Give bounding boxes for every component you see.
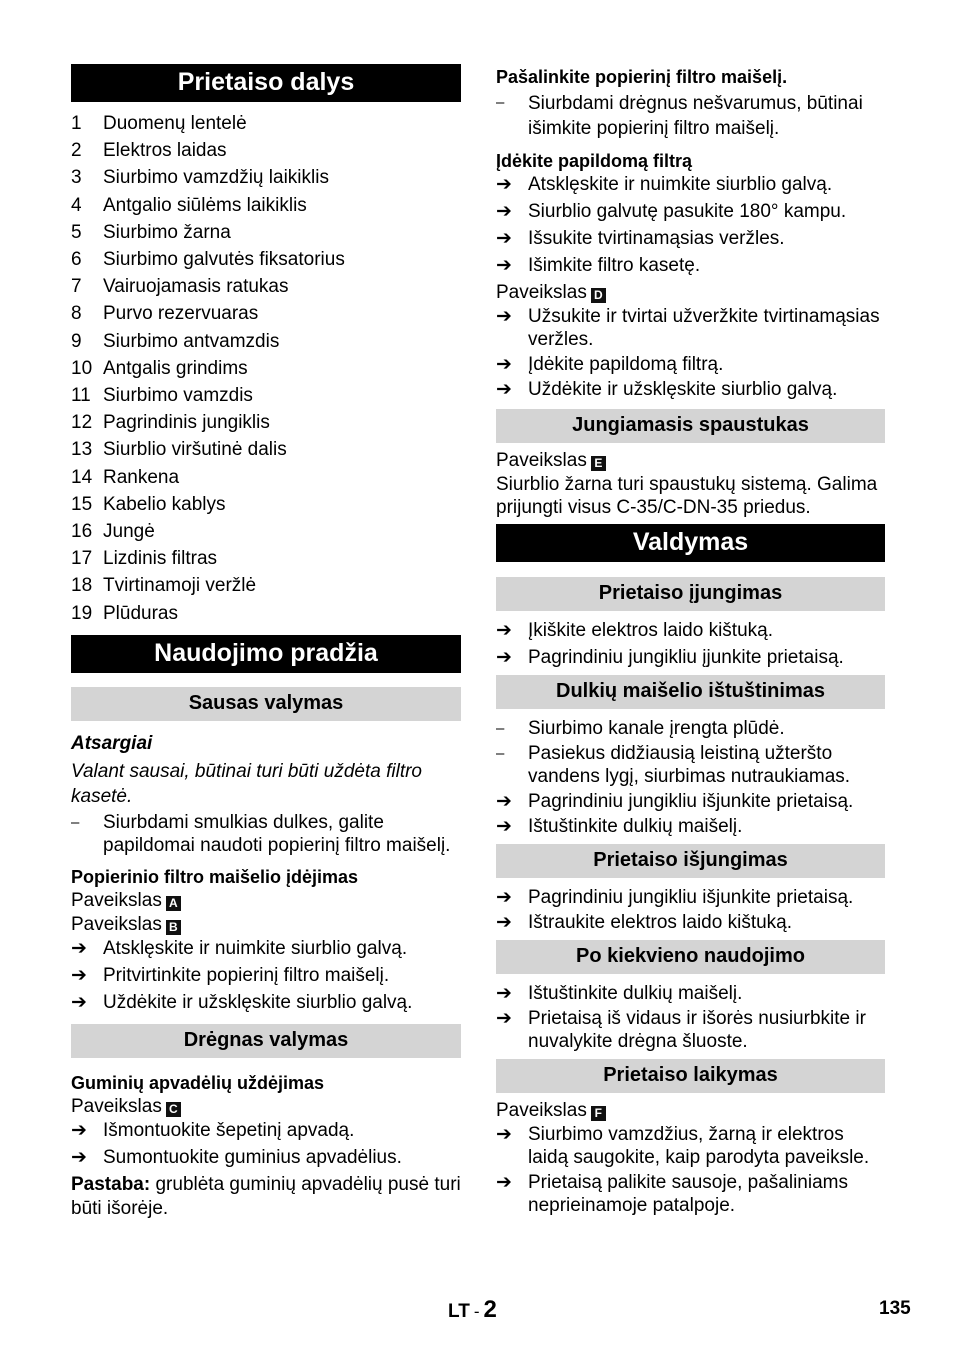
part-number: 2 [71,140,82,162]
part-number: 12 [71,412,93,434]
part-number: 17 [71,548,93,570]
part-name: Siurbimo vamzdžių laikiklis [103,167,329,189]
list-item-text: Įkiškite elektros laido kištuką. [528,620,773,641]
part-number: 11 [71,385,91,407]
dash-marker: – [496,94,505,111]
part-name: Siurbimo žarna [103,221,231,243]
footer-sep: - [473,1302,480,1321]
clamp-text: Siurblio žarna turi spaustukų sistemą. Galima prijungti visus C-35/C-DN-35 priedus. [496,474,878,518]
caution-label: Atsargiai [71,732,153,754]
parts-list-item [71,110,461,137]
list-item [496,254,885,277]
extra-filter-steps [496,173,885,277]
list-item-text: Užsukite ir tvirtai užveržkite tvirtinamąsias veržles. [528,306,880,350]
list-item [71,811,461,857]
parts-list-item [71,328,461,355]
list-item [496,227,885,250]
list-item [71,991,461,1014]
heading-dry-cleaning: Sausas valymas [71,687,461,721]
figure-badge: F [591,1106,606,1121]
list-item-text: Pagrindiniu jungikliu įjunkite prietaisą. [528,647,844,668]
list-item-text: Ištuštinkite dulkių maišelį. [528,983,743,1004]
list-item-text: Siurblio galvutę pasukite 180° kampu. [528,201,847,222]
list-item [496,886,885,909]
heading-clamp: Jungiamasis spaustukas [496,409,885,443]
storage-steps [496,1123,885,1217]
parts-list-item [71,464,461,491]
part-number: 16 [71,521,93,543]
arrow-icon: ➔ [496,647,512,668]
arrow-icon: ➔ [496,306,512,327]
part-number: 6 [71,249,82,271]
heading-start: Naudojimo pradžia [71,635,461,673]
list-item-text: Siurbdami smulkias dulkes, galite papildomai naudoti popierinį filtro maišelį. [103,811,451,856]
list-item-text: Atsklęskite ir nuimkite siurblio galvą. [103,937,408,959]
list-item [496,982,885,1005]
figure-badge: B [166,920,181,935]
dash-marker: – [496,720,505,737]
list-item [496,305,885,351]
figure-ref [496,449,885,473]
part-name: Antgalio siūlėms laikiklis [103,194,307,216]
part-name: Siurbimo antvamzdis [103,330,280,352]
arrow-icon: ➔ [496,620,512,641]
list-item-text: Prietaisą palikite sausoje, pašaliniams neprieinamoje patalpoje. [528,1172,848,1216]
list-item [71,1119,461,1142]
heading-switch-off: Prietaiso išjungimas [496,844,885,878]
caution-text: Valant sausai, būtinai turi būti uždėta filtro kasetė. [71,760,422,807]
arrow-icon: ➔ [71,1146,87,1168]
dash-marker: – [496,745,505,762]
heading-operation: Valdymas [496,524,885,562]
list-item-text: Įdėkite papildomą filtrą. [528,354,724,375]
arrow-icon: ➔ [496,912,512,933]
figure-badge: E [591,456,606,471]
part-name: Siurbimo vamzdis [103,385,253,407]
list-item-text: Pritvirtinkite popierinį filtro maišelį. [103,964,390,986]
arrow-icon: ➔ [71,1119,87,1141]
list-item [496,790,885,813]
part-name: Tvirtinamoji veržlė [103,575,257,597]
figure-label: Paveikslas [496,1100,587,1121]
part-name: Antgalis grindims [103,357,248,379]
parts-list-item [71,273,461,300]
list-item [496,1123,885,1169]
part-number: 14 [71,466,93,488]
part-number: 3 [71,167,82,189]
arrow-icon: ➔ [496,354,512,375]
figure-ref [71,889,461,913]
part-number: 4 [71,194,82,216]
list-item-text: Prietaisą iš vidaus ir išorės nusiurbkite ir nuvalykite drėgna šluoste. [528,1008,866,1052]
part-name: Rankena [103,466,180,488]
figure-label: Paveikslas [71,889,162,911]
figure-ref [496,281,885,305]
list-item [496,200,885,223]
list-item-text: Siurbimo vamzdžius, žarną ir elektros laidą saugokite, kaip parodyta paveiksle. [528,1124,870,1168]
part-number: 15 [71,493,93,515]
list-item [71,937,461,960]
part-name: Kabelio kablys [103,493,226,515]
parts-list-item [71,491,461,518]
heading-remove-bag: Pašalinkite popierinį filtro maišelį. [496,67,788,87]
list-item-text: Uždėkite ir užsklęskite siurblio galvą. [103,991,413,1013]
figure-label: Paveikslas [496,450,587,471]
list-item [496,173,885,196]
part-number: 9 [71,330,82,352]
part-number: 19 [71,602,93,624]
list-item-text: Pagrindiniu jungikliu išjunkite prietaisą. [528,887,854,908]
list-item [496,742,885,788]
heading-extra-filter: Įdėkite papildomą filtrą [496,151,693,171]
note [71,1173,461,1221]
parts-list-item [71,219,461,246]
list-item-text: Pasiekus didžiausią leistiną užteršto vandens lygį, siurbimas nutraukiamas. [528,743,851,787]
parts-list-item [71,518,461,545]
parts-list-item [71,246,461,273]
part-number: 7 [71,276,82,298]
figure-badge: D [591,288,606,303]
part-number: 13 [71,439,93,461]
parts-list-item [71,137,461,164]
empty-steps [496,790,885,838]
heading-empty-bag: Dulkių maišelio ištuštinimas [496,675,885,709]
arrow-icon: ➔ [71,937,87,959]
list-item [496,91,885,141]
dash-marker: – [71,813,80,831]
left-column [71,64,461,1221]
part-number: 5 [71,221,82,243]
arrow-icon: ➔ [496,174,512,195]
empty-dash-list [496,717,885,788]
part-name: Siurblio viršutinė dalis [103,439,287,461]
parts-list-item [71,164,461,191]
heading-wet-cleaning: Drėgnas valymas [71,1024,461,1058]
list-item-text: Išimkite filtro kasetę. [528,255,701,276]
parts-list-item [71,545,461,572]
parts-list-item [71,355,461,382]
parts-list-item [71,600,461,627]
part-name: Vairuojamasis ratukas [103,276,289,298]
figure-label: Paveikslas [496,282,587,303]
list-item-text: Pagrindiniu jungikliu išjunkite prietaisą. [528,791,854,812]
arrow-icon: ➔ [496,1008,512,1029]
arrow-icon: ➔ [496,228,512,249]
parts-list-item [71,409,461,436]
part-name: Siurbimo galvutės fiksatorius [103,249,345,271]
figure-ref [71,1095,461,1119]
parts-list-item [71,572,461,599]
figure-ref [496,1099,885,1123]
arrow-icon: ➔ [496,255,512,276]
arrow-icon: ➔ [496,816,512,837]
heading-storage: Prietaiso laikymas [496,1059,885,1093]
paper-bag-steps [71,937,461,1014]
list-item-text: Siurbdami drėgnus nešvarumus, būtinai išimkite popierinį filtro maišelį. [528,93,863,139]
list-item [496,1171,885,1217]
part-name: Lizdinis filtras [103,548,218,570]
arrow-icon: ➔ [71,964,87,986]
part-name: Elektros laidas [103,140,227,162]
parts-list-item [71,192,461,219]
list-item-text: Ištraukite elektros laido kištuką. [528,912,793,933]
list-item-text: Išsukite tvirtinamąsias veržles. [528,228,785,249]
figure-label: Paveikslas [71,1095,162,1117]
list-item-text: Siurbimo kanale įrengta plūdė. [528,718,785,739]
list-item [496,378,885,401]
list-item [496,1007,885,1053]
part-number: 10 [71,357,93,379]
figure-ref [71,913,461,937]
arrow-icon: ➔ [496,983,512,1004]
arrow-icon: ➔ [496,1124,512,1145]
heading-after-use: Po kiekvieno naudojimo [496,940,885,974]
list-item [496,619,885,642]
extra-filter-steps-2 [496,305,885,401]
part-name: Plūduras [103,602,178,624]
list-item-text: Ištuštinkite dulkių maišelį. [528,816,743,837]
list-item [496,353,885,376]
list-item [496,911,885,934]
heading-paper-bag: Popierinio filtro maišelio įdėjimas [71,866,359,887]
heading-rubber-lips: Guminių apvadėlių uždėjimas [71,1072,325,1093]
arrow-icon: ➔ [496,887,512,908]
arrow-icon: ➔ [496,379,512,400]
list-item-text: Atsklęskite ir nuimkite siurblio galvą. [528,174,833,195]
footer-lang: LT [448,1301,470,1322]
arrow-icon: ➔ [496,1172,512,1193]
part-name: Jungė [103,521,155,543]
part-name: Purvo rezervuaras [103,303,259,325]
parts-list-item [71,436,461,463]
right-column [496,64,885,1219]
part-name: Pagrindinis jungiklis [103,412,270,434]
switch-on-steps [496,619,885,669]
parts-list-item [71,300,461,327]
list-item [496,815,885,838]
part-number: 8 [71,303,82,325]
figure-label: Paveikslas [71,913,162,935]
list-item-text: Išmontuokite šepetinį apvadą. [103,1119,355,1141]
list-item-text: Sumontuokite guminius apvadėlius. [103,1146,402,1168]
footer-section [448,1296,497,1324]
arrow-icon: ➔ [496,791,512,812]
list-item [71,964,461,987]
parts-list [71,110,461,627]
part-name: Duomenų lentelė [103,113,247,134]
note-text: grublėta guminių apvadėlių pusė turi būti išorėje. [71,1173,461,1219]
heading-switch-on: Prietaiso įjungimas [496,577,885,611]
note-label: Pastaba: [71,1173,151,1195]
rubber-steps [71,1119,461,1169]
parts-list-item [71,382,461,409]
list-item [71,1146,461,1169]
after-use-steps [496,982,885,1053]
page-number: 135 [879,1298,911,1319]
figure-badge: A [166,896,181,911]
list-item [496,717,885,740]
part-number: 18 [71,575,93,597]
arrow-icon: ➔ [496,201,512,222]
switch-off-steps [496,886,885,934]
heading-parts: Prietaiso dalys [71,64,461,102]
footer-section-number: 2 [483,1296,497,1323]
list-item-text: Uždėkite ir užsklęskite siurblio galvą. [528,379,838,400]
list-item [496,646,885,669]
figure-badge: C [166,1102,181,1117]
part-number: 1 [71,113,82,134]
arrow-icon: ➔ [71,991,87,1013]
